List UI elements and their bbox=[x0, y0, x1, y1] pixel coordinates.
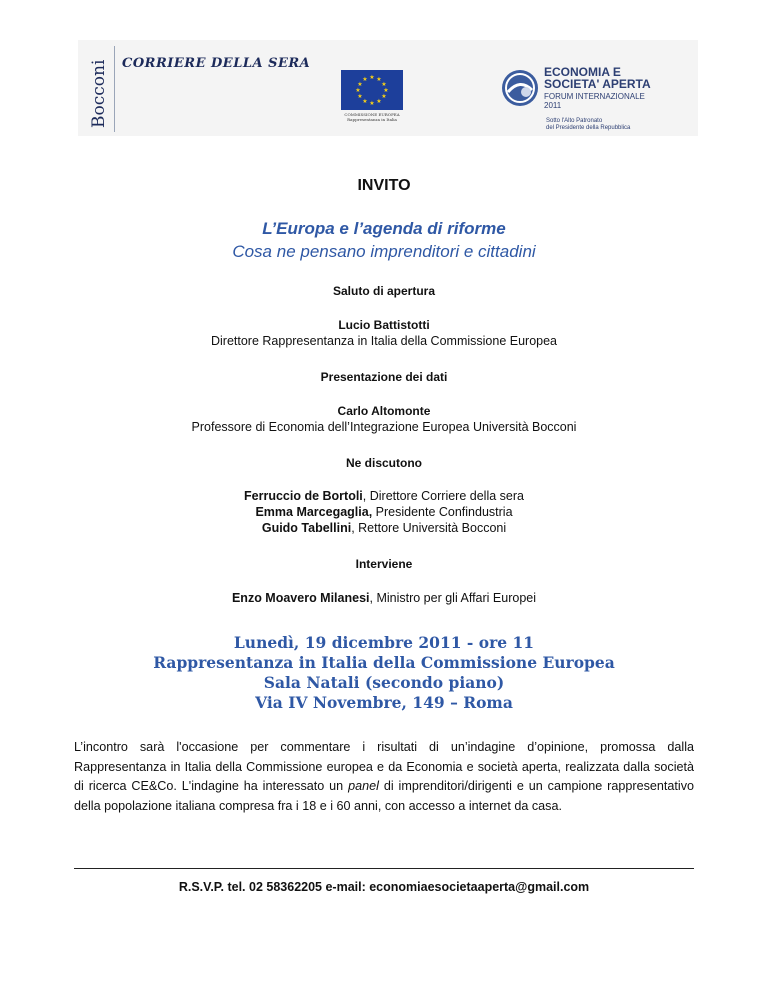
event-date: Lunedì, 19 dicembre 2011 - ore 11 bbox=[233, 633, 535, 652]
discussion-label: Ne discutono bbox=[345, 456, 422, 470]
presentation-speaker-role: Professore di Economia dell’Integrazione Europea Università Bocconi bbox=[191, 420, 577, 434]
eu-caption-line: COMMISSIONE EUROPEA bbox=[344, 112, 400, 117]
patronato-line: del Presidente della Repubblica bbox=[546, 125, 631, 131]
svg-text:★: ★ bbox=[357, 93, 363, 100]
svg-text:Bocconi: Bocconi bbox=[89, 59, 109, 128]
svg-text:★: ★ bbox=[381, 93, 387, 100]
forum-title-line: SOCIETA' APERTA bbox=[544, 77, 651, 91]
panelist-name: Emma Marcegaglia, bbox=[255, 505, 373, 519]
svg-text:★: ★ bbox=[369, 100, 375, 107]
description-paragraph bbox=[74, 738, 694, 816]
presentation-speaker-name: Carlo Altomonte bbox=[337, 404, 431, 418]
svg-text:★: ★ bbox=[381, 81, 387, 88]
panelist-role: Presidente Confindustria bbox=[372, 505, 513, 519]
eu-caption bbox=[333, 112, 411, 122]
header-logos-banner bbox=[78, 40, 698, 136]
logo-divider bbox=[114, 46, 115, 132]
presentation-label: Presentazione dei dati bbox=[320, 370, 448, 384]
forum-sub-line: FORUM INTERNAZIONALE bbox=[544, 92, 645, 101]
panelist-role: , Direttore Corriere della sera bbox=[362, 489, 524, 503]
description-panel-word: panel bbox=[348, 779, 379, 793]
event-details bbox=[0, 633, 768, 713]
svg-text:★: ★ bbox=[357, 81, 363, 88]
panelist-role: , Rettore Università Bocconi bbox=[351, 521, 507, 535]
event-room: Sala Natali (secondo piano) bbox=[263, 673, 505, 692]
forum-globe-logo bbox=[500, 68, 540, 108]
panelist bbox=[0, 489, 768, 503]
panelist bbox=[0, 521, 768, 535]
forum-subtitle bbox=[544, 92, 645, 110]
opening-speaker-name: Lucio Battistotti bbox=[338, 318, 430, 332]
rsvp-contact: R.S.V.P. tel. 02 58362205 e-mail: economiaesocietaaperta@gmail.com bbox=[178, 880, 590, 894]
bocconi-logo bbox=[88, 50, 110, 130]
svg-text:★: ★ bbox=[362, 76, 368, 83]
event-venue: Rappresentanza in Italia della Commissione Europea bbox=[153, 653, 615, 672]
eu-flag-logo bbox=[341, 70, 403, 110]
svg-text:★: ★ bbox=[369, 74, 375, 81]
patronato-note bbox=[546, 118, 630, 132]
eu-caption-line: Rappresentanza in Italia bbox=[347, 117, 397, 122]
event-title: L’Europa e l’agenda di riforme bbox=[262, 219, 506, 238]
intervention-speaker bbox=[0, 591, 768, 605]
opening-label: Saluto di apertura bbox=[332, 284, 436, 298]
separator-line bbox=[74, 868, 694, 869]
svg-text:★: ★ bbox=[362, 98, 368, 105]
intervention-label: Interviene bbox=[355, 557, 413, 571]
intervention-speaker-name: Enzo Moavero Milanesi bbox=[231, 591, 370, 605]
panelist-name: Guido Tabellini bbox=[261, 521, 352, 535]
patronato-line: Sotto l'Alto Patronato bbox=[546, 118, 603, 124]
panelist-name: Ferruccio de Bortoli bbox=[244, 489, 363, 503]
event-subtitle: Cosa ne pensano imprenditori e cittadini bbox=[232, 242, 536, 261]
forum-sub-line: 2011 bbox=[544, 101, 562, 110]
svg-text:★: ★ bbox=[376, 76, 382, 83]
forum-title bbox=[544, 66, 651, 90]
svg-text:★: ★ bbox=[376, 98, 382, 105]
invito-heading: INVITO bbox=[357, 177, 411, 194]
description-text: di imprenditori/dirigenti e un campione rappresentativo della popolazione italiana compresa fra i 18 e i 60 anni, con accesso a internet da casa. bbox=[74, 779, 694, 813]
panelist bbox=[0, 505, 768, 519]
corriere-logo: CORRIERE DELLA SERA bbox=[122, 56, 311, 71]
forum-title-line: ECONOMIA E bbox=[544, 65, 621, 79]
intervention-speaker-role: , Ministro per gli Affari Europei bbox=[369, 591, 537, 605]
event-address: Via IV Novembre, 149 – Roma bbox=[255, 693, 513, 712]
description-text: L’incontro sarà l'occasione per commentare i risultati di un’indagine d’opinione, promossa dalla Rappresentanza in Italia della Commissione europea e da Economia e società aperta, realizzata dalla società di ricerca CE&Co. L'indagine ha interessato un bbox=[74, 740, 694, 793]
svg-text:★: ★ bbox=[355, 87, 361, 94]
svg-text:★: ★ bbox=[383, 87, 389, 94]
opening-speaker-role: Direttore Rappresentanza in Italia della Commissione Europea bbox=[210, 334, 557, 348]
